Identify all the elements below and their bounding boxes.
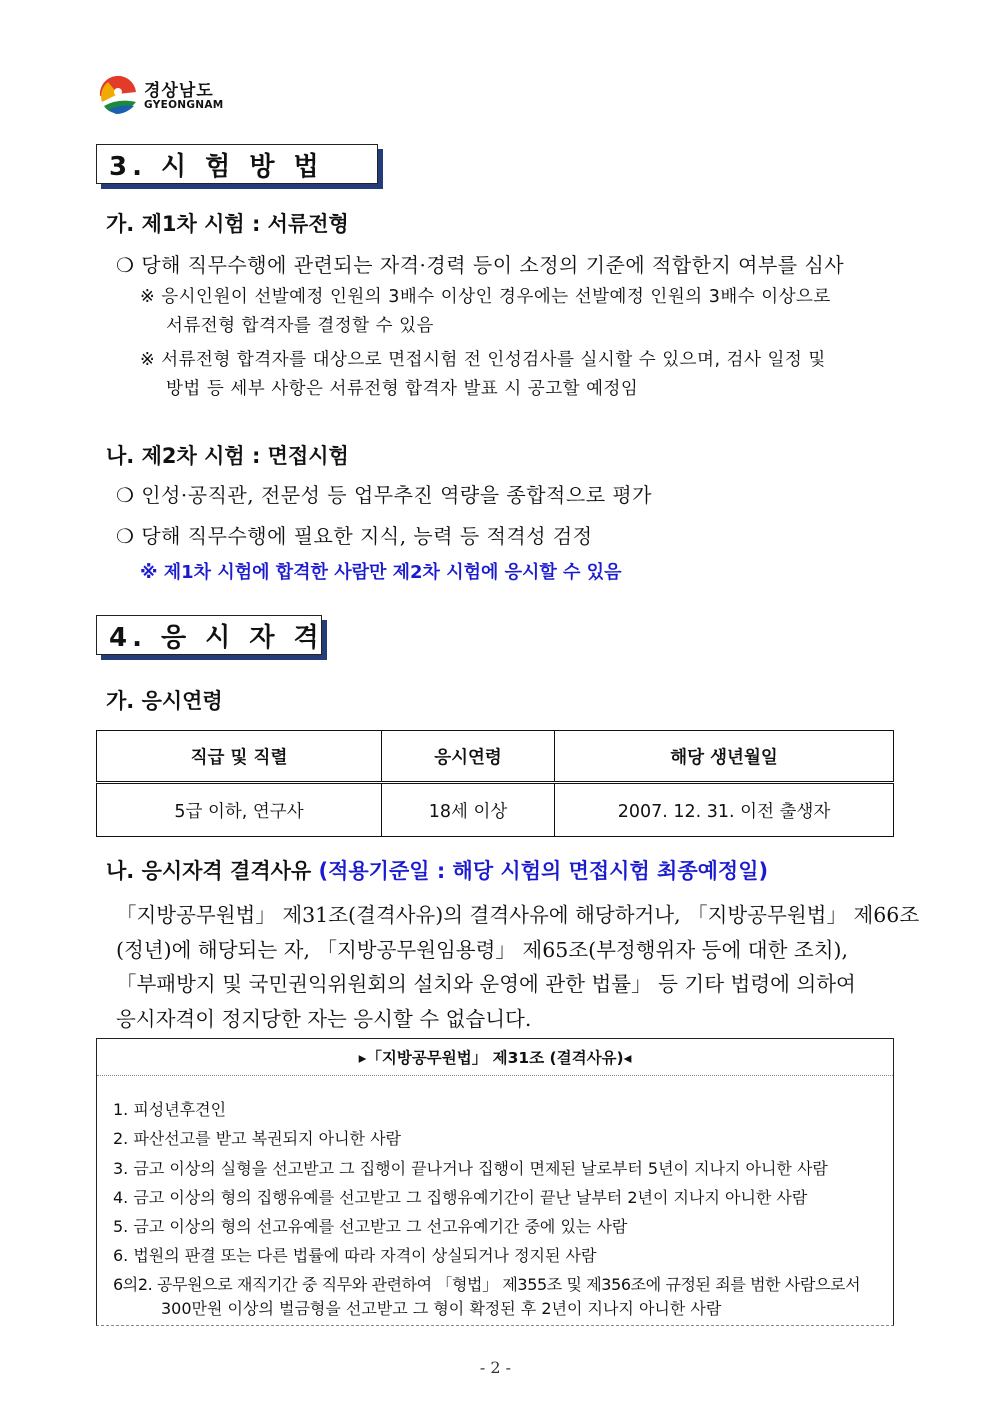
age-table-header-row <box>97 731 894 783</box>
section4-a-heading: 가. 응시연령 <box>106 689 223 713</box>
section3-a-note2-line2: 방법 등 세부 사항은 서류전형 합격자 발표 시 공고할 예정임 <box>166 379 639 399</box>
law-item: 1. 피성년후견인 <box>113 1100 227 1119</box>
law-article-title: ▸「지방공무원법」 제31조 (결격사유)◂ <box>97 1039 893 1076</box>
law-item: 6. 법원의 판결 또는 다른 법률에 따라 자격이 상실되거나 정지된 사람 <box>113 1246 597 1265</box>
section3-b-heading: 나. 제2차 시험 : 면접시험 <box>106 444 349 468</box>
age-table-header-grade: 직급 및 직렬 <box>97 731 382 783</box>
age-table-header-birthdate: 해당 생년월일 <box>555 731 894 783</box>
logo-name-ko: 경상남도 <box>144 81 214 101</box>
disqualification-para-line1: 「지방공무원법」 제31조(결격사유)의 결격사유에 해당하거나, 「지방공무원법」 제66조 <box>116 903 920 927</box>
logo-name-en: GYEONGNAM <box>144 99 224 111</box>
section4-b-heading-wrap <box>106 855 768 885</box>
section3-a-bullet: ❍ 당해 직무수행에 관련되는 자격·경력 등이 소정의 기준에 적합한지 여부를 심사 <box>116 253 845 277</box>
section3-b-bullet2: ❍ 당해 직무수행에 필요한 지식, 능력 등 적격성 검정 <box>116 524 593 548</box>
section4-b-heading: 나. 응시자격 결격사유 <box>106 859 312 883</box>
section3-b-bullet1: ❍ 인성·공직관, 전문성 등 업무추진 역량을 종합적으로 평가 <box>116 483 653 507</box>
age-table-header-age: 응시연령 <box>382 731 555 783</box>
law-item: 6의2. 공무원으로 재직기간 중 직무와 관련하여 「형법」 제355조 및 제356조에 규정된 죄를 범한 사람으로서 <box>113 1275 861 1294</box>
law-item-continuation: 300만원 이상의 벌금형을 선고받고 그 형이 확정된 후 2년이 지나지 아니한 사람 <box>161 1299 722 1318</box>
law-item: 2. 파산선고를 받고 복권되지 아니한 사람 <box>113 1129 401 1148</box>
law-item: 3. 금고 이상의 실형을 선고받고 그 집행이 끝나거나 집행이 면제된 날로부터 5년이 지나지 아니한 사람 <box>113 1159 828 1178</box>
disqualification-para-line3: 「부패방지 및 국민권익위원회의 설치와 운영에 관한 법률」 등 기타 법령에 의하여 <box>116 972 856 996</box>
age-table-cell-grade: 5급 이하, 연구사 <box>97 783 382 837</box>
gyeongnam-emblem-icon <box>96 72 140 116</box>
section4-b-heading-blue: (적용기준일 : 해당 시험의 면접시험 최종예정일) <box>318 859 769 883</box>
section3-a-heading: 가. 제1차 시험 : 서류전형 <box>106 212 349 236</box>
section4-title: 4. 응 시 자 격 <box>96 615 322 655</box>
section3-a-note1-line1: ※ 응시인원이 선발예정 인원의 3배수 이상인 경우에는 선발예정 인원의 3배수 이상으로 <box>140 287 831 307</box>
law-item: 4. 금고 이상의 형의 집행유예를 선고받고 그 집행유예기간이 끝난 날부터 2년이 지나지 아니한 사람 <box>113 1188 808 1207</box>
age-table-cell-birthdate: 2007. 12. 31. 이전 출생자 <box>555 783 894 837</box>
law-item: 5. 금고 이상의 형의 선고유예를 선고받고 그 선고유예기간 중에 있는 사람 <box>113 1217 628 1236</box>
section3-b-note: ※ 제1차 시험에 합격한 사람만 제2차 시험에 응시할 수 있음 <box>140 562 622 583</box>
section3-a-note1-line2: 서류전형 합격자를 결정할 수 있음 <box>166 316 434 336</box>
section3-a-note2-line1: ※ 서류전형 합격자를 대상으로 면접시험 전 인성검사를 실시할 수 있으며, 검사 일정 및 <box>140 350 826 370</box>
disqualification-para-line2: (정년)에 해당되는 자, 「지방공무원임용령」 제65조(부정행위자 등에 대한 조치), <box>116 938 849 962</box>
disqualification-para-line4: 응시자격이 정지당한 자는 응시할 수 없습니다. <box>116 1007 532 1031</box>
age-table-cell-age: 18세 이상 <box>382 783 555 837</box>
age-table <box>96 730 894 837</box>
section3-title: 3. 시 험 방 법 <box>96 144 378 184</box>
age-table-row <box>97 783 894 837</box>
law-article-box <box>96 1038 894 1326</box>
page-number: - 2 - <box>479 1358 512 1377</box>
